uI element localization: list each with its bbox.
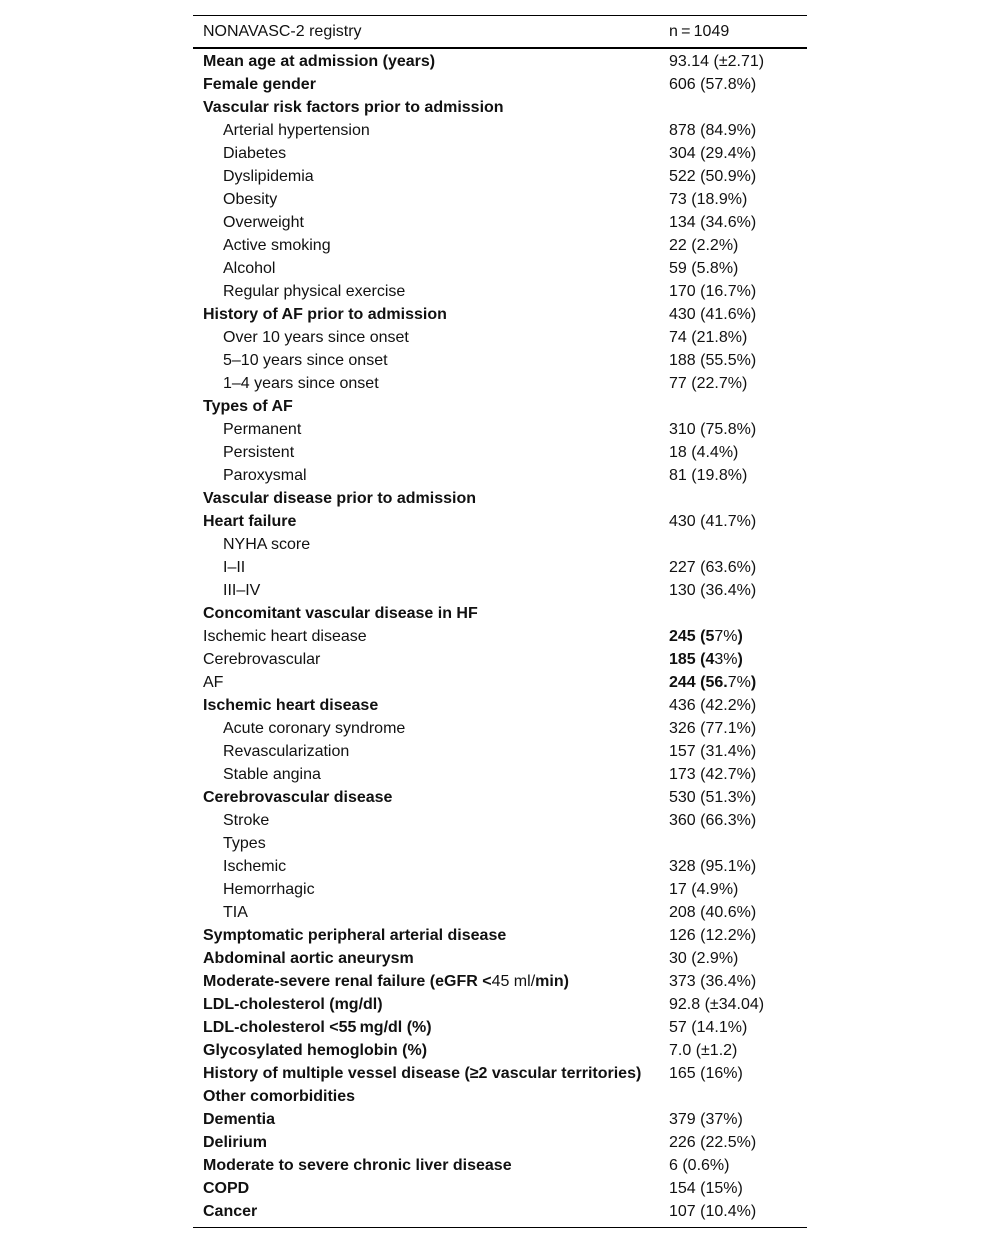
- row-value: 6 (0.6%): [669, 1157, 730, 1174]
- row-value: 208 (40.6%): [669, 904, 757, 921]
- row-label: Active smoking: [223, 237, 331, 254]
- table-row: [193, 464, 807, 487]
- row-value: 81 (19.8%): [669, 467, 748, 484]
- row-label: Acute coronary syndrome: [223, 720, 406, 737]
- table-row: [193, 947, 807, 970]
- table-row: [193, 211, 807, 234]
- row-value-part: 7%: [714, 628, 738, 645]
- table-row: [193, 349, 807, 372]
- row-value: 93.14 (±2.71): [669, 53, 765, 70]
- row-label: [193, 970, 669, 993]
- row-value: [669, 533, 807, 556]
- row-value: 73 (18.9%): [669, 191, 748, 208]
- row-label: Stable angina: [223, 766, 321, 783]
- row-label-part: min): [535, 973, 569, 990]
- row-value: [669, 671, 807, 694]
- row-value: 30 (2.9%): [669, 950, 739, 967]
- table-row: [193, 1108, 807, 1131]
- row-value: 326 (77.1%): [669, 720, 757, 737]
- table-row: [193, 533, 807, 556]
- table-row: [193, 441, 807, 464]
- row-value: 173 (42.7%): [669, 766, 757, 783]
- row-value: 522 (50.9%): [669, 168, 757, 185]
- row-label: Over 10 years since onset: [223, 329, 409, 346]
- row-label: Diabetes: [223, 145, 287, 162]
- table-row: [193, 809, 807, 832]
- row-label: TIA: [223, 904, 248, 921]
- table-row: [193, 73, 807, 96]
- row-value: 188 (55.5%): [669, 352, 757, 369]
- row-label: Hemorrhagic: [223, 881, 315, 898]
- row-value: 430 (41.7%): [669, 513, 757, 530]
- table-row: [193, 50, 807, 73]
- row-label-part: 45 ml/: [491, 973, 536, 990]
- row-label: Cancer: [203, 1203, 258, 1220]
- table-row: [193, 1177, 807, 1200]
- row-value: 77 (22.7%): [669, 375, 748, 392]
- row-value: 22 (2.2%): [669, 237, 739, 254]
- bottom-rule: [193, 1227, 807, 1228]
- row-label: III–IV: [223, 582, 261, 599]
- row-value-part: 7%: [727, 674, 751, 691]
- table-header: [193, 16, 807, 47]
- row-label: COPD: [203, 1180, 250, 1197]
- row-label: LDL-cholesterol <55 mg/dl (%): [203, 1019, 432, 1036]
- row-value: [669, 832, 807, 855]
- table-row: [193, 993, 807, 1016]
- header-value: n = 1049: [669, 23, 730, 40]
- row-label: Regular physical exercise: [223, 283, 406, 300]
- row-value-part: ): [750, 674, 757, 691]
- row-label: Cerebrovascular disease: [203, 789, 393, 806]
- row-value: [669, 487, 807, 510]
- table-row: [193, 142, 807, 165]
- row-label: Revascularization: [223, 743, 350, 760]
- row-label: Cerebrovascular: [203, 651, 321, 668]
- header-label: NONAVASC-2 registry: [203, 23, 362, 40]
- row-label: Types: [223, 835, 266, 852]
- table-row: [193, 326, 807, 349]
- row-value: 107 (10.4%): [669, 1203, 757, 1220]
- row-label: Ischemic heart disease: [203, 697, 379, 714]
- row-label: Female gender: [203, 76, 316, 93]
- row-label: Other comorbidities: [203, 1088, 356, 1105]
- table-row: [193, 165, 807, 188]
- row-value: 126 (12.2%): [669, 927, 757, 944]
- table-row: [193, 970, 807, 993]
- table-row: [193, 740, 807, 763]
- table-row: [193, 510, 807, 533]
- row-value: 530 (51.3%): [669, 789, 757, 806]
- row-value: 57 (14.1%): [669, 1019, 748, 1036]
- table-row: [193, 579, 807, 602]
- row-label: Ischemic: [223, 858, 287, 875]
- row-value: 17 (4.9%): [669, 881, 739, 898]
- row-value: 379 (37%): [669, 1111, 743, 1128]
- baseline-characteristics-table: [193, 15, 807, 1228]
- table-row: [193, 901, 807, 924]
- row-label: Persistent: [223, 444, 295, 461]
- row-value: 436 (42.2%): [669, 697, 757, 714]
- row-label: NYHA score: [223, 536, 311, 553]
- row-label: Stroke: [223, 812, 270, 829]
- table-row: [193, 1154, 807, 1177]
- row-value-part: ): [737, 628, 743, 645]
- row-label: LDL-cholesterol (mg/dl): [203, 996, 383, 1013]
- row-value: [669, 1085, 807, 1108]
- row-value: 157 (31.4%): [669, 743, 757, 760]
- row-label: Mean age at admission (years): [203, 53, 436, 70]
- row-value-part: 244 (56.: [669, 674, 728, 691]
- row-value: 92.8 (±34.04): [669, 996, 765, 1013]
- row-value: [669, 648, 807, 671]
- row-label: Heart failure: [203, 513, 297, 530]
- row-label: Moderate to severe chronic liver disease: [203, 1157, 512, 1174]
- table-row: [193, 418, 807, 441]
- row-value: 606 (57.8%): [669, 76, 757, 93]
- row-value: 360 (66.3%): [669, 812, 757, 829]
- row-value-part: ): [737, 651, 743, 668]
- table-row: [193, 625, 807, 648]
- table-row: [193, 1039, 807, 1062]
- row-label: Abdominal aortic aneurysm: [203, 950, 414, 967]
- row-label: Arterial hypertension: [223, 122, 370, 139]
- row-label: Paroxysmal: [223, 467, 307, 484]
- row-value: 328 (95.1%): [669, 858, 757, 875]
- table-row: [193, 1200, 807, 1223]
- row-value: [669, 395, 807, 418]
- table-row: [193, 96, 807, 119]
- row-value: 154 (15%): [669, 1180, 743, 1197]
- row-label-part: Moderate-severe renal failure (eGFR <: [203, 973, 492, 990]
- row-value: [669, 96, 807, 119]
- row-value: 18 (4.4%): [669, 444, 739, 461]
- row-label: Ischemic heart disease: [203, 628, 367, 645]
- row-label: Symptomatic peripheral arterial disease: [203, 927, 507, 944]
- row-value: 304 (29.4%): [669, 145, 757, 162]
- table-body: [193, 49, 807, 1227]
- row-label: Glycosylated hemoglobin (%): [203, 1042, 428, 1059]
- row-value-part: 3%: [714, 651, 738, 668]
- row-value: [669, 602, 807, 625]
- table-row: [193, 855, 807, 878]
- row-value: 59 (5.8%): [669, 260, 739, 277]
- table-row: [193, 602, 807, 625]
- table-row: [193, 487, 807, 510]
- table-row: [193, 1085, 807, 1108]
- row-label: AF: [203, 674, 224, 691]
- row-value: 226 (22.5%): [669, 1134, 757, 1151]
- row-label: 1–4 years since onset: [223, 375, 379, 392]
- row-label: Concomitant vascular disease in HF: [203, 605, 478, 622]
- row-value: 134 (34.6%): [669, 214, 757, 231]
- table-row: [193, 1062, 807, 1085]
- row-label: Vascular disease prior to admission: [203, 490, 476, 507]
- row-label: Dyslipidemia: [223, 168, 314, 185]
- row-value: 227 (63.6%): [669, 559, 757, 576]
- row-value: [669, 625, 807, 648]
- row-value: 310 (75.8%): [669, 421, 757, 438]
- row-label: Obesity: [223, 191, 278, 208]
- table-row: [193, 671, 807, 694]
- table-row: [193, 372, 807, 395]
- table-row: [193, 832, 807, 855]
- row-label: Alcohol: [223, 260, 276, 277]
- row-label: History of multiple vessel disease (≥2 vascular territories): [203, 1065, 642, 1082]
- row-label: Overweight: [223, 214, 304, 231]
- row-value: 130 (36.4%): [669, 582, 757, 599]
- row-value: 165 (16%): [669, 1065, 743, 1082]
- table-row: [193, 119, 807, 142]
- row-label: 5–10 years since onset: [223, 352, 388, 369]
- row-value: 878 (84.9%): [669, 122, 757, 139]
- row-value: 373 (36.4%): [669, 973, 757, 990]
- table-row: [193, 395, 807, 418]
- row-label: Dementia: [203, 1111, 276, 1128]
- table-row: [193, 257, 807, 280]
- table-row: [193, 234, 807, 257]
- table-row: [193, 303, 807, 326]
- table-row: [193, 763, 807, 786]
- table-row: [193, 694, 807, 717]
- table-row: [193, 924, 807, 947]
- row-value-part: 245 (5: [669, 628, 715, 645]
- row-value: 74 (21.8%): [669, 329, 748, 346]
- table-row: [193, 786, 807, 809]
- table-row: [193, 556, 807, 579]
- row-label: History of AF prior to admission: [203, 306, 447, 323]
- table-row: [193, 1016, 807, 1039]
- row-value: 430 (41.6%): [669, 306, 757, 323]
- row-label: Vascular risk factors prior to admission: [203, 99, 504, 116]
- row-label: I–II: [223, 559, 246, 576]
- row-label: Permanent: [223, 421, 302, 438]
- table-row: [193, 280, 807, 303]
- table-row: [193, 188, 807, 211]
- row-label: Types of AF: [203, 398, 293, 415]
- row-value-part: 185 (4: [669, 651, 715, 668]
- row-label: Delirium: [203, 1134, 268, 1151]
- table-row: [193, 648, 807, 671]
- table-row: [193, 1131, 807, 1154]
- table-row: [193, 878, 807, 901]
- row-value: 7.0 (±1.2): [669, 1042, 738, 1059]
- row-value: 170 (16.7%): [669, 283, 757, 300]
- table-row: [193, 717, 807, 740]
